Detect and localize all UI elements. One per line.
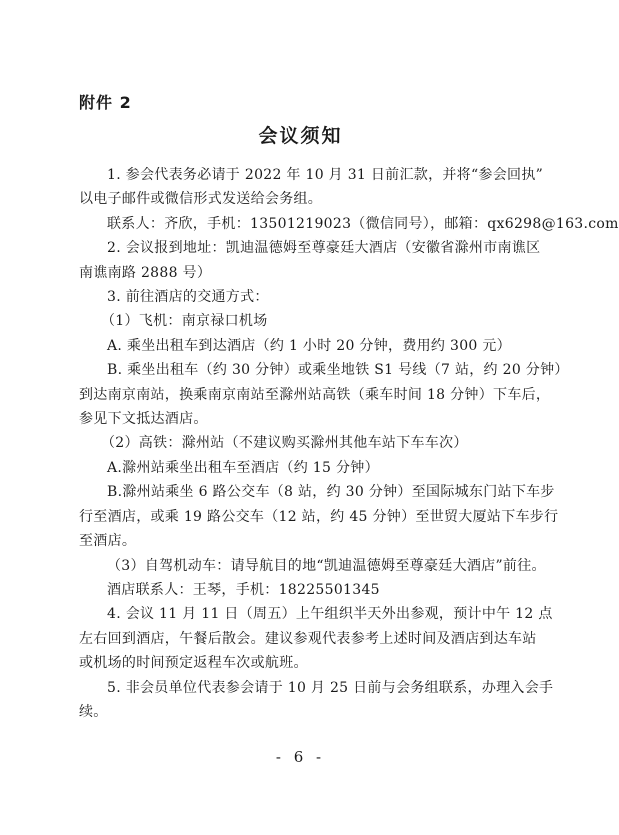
paragraph-line: （2）高铁：滁州站（不建议购买滁州其他车站下车车次） [101, 435, 468, 452]
page-title: 会议须知 [258, 125, 343, 147]
paragraph-line: 酒店联系人：王琴，手机：18225501345 [107, 581, 380, 598]
attachment-label: 附件 2 [79, 93, 132, 112]
paragraph-line: 南谯南路 2888 号） [79, 264, 212, 281]
paragraph-line: 以电子邮件或微信形式发送给会务组。 [79, 191, 323, 208]
paragraph-line: A. 乘坐出租车到达酒店（约 1 小时 20 分钟，费用约 300 元） [107, 337, 511, 354]
paragraph-line: 左右回到酒店，午餐后散会。建议参观代表参考上述时间及酒店到达车站 [79, 630, 537, 647]
paragraph-line: 续。 [79, 703, 108, 720]
paragraph-line: 5. 非会员单位代表参会请于 10 月 25 日前与会务组联系，办理入会手 [107, 679, 554, 696]
paragraph-line: 或机场的时间预定返程车次或航班。 [79, 655, 308, 672]
paragraph-line: 2. 会议报到地址：凯迪温德姆至尊豪廷大酒店（安徽省滁州市南谯区 [107, 240, 541, 257]
paragraph-line: 4. 会议 11 月 11 日（周五）上午组织半天外出参观，预计中午 12 点 [107, 606, 553, 623]
paragraph-line: 3. 前往酒店的交通方式： [107, 289, 269, 306]
paragraph-line: 1. 参会代表务必请于 2022 年 10 月 31 日前汇款，并将“参会回执” [107, 167, 544, 183]
page-number: - 6 - [275, 748, 326, 766]
paragraph-line: A.滁州站乘坐出租车至酒店（约 15 分钟） [107, 459, 379, 476]
notice-body [79, 163, 619, 724]
paragraph-line: 至酒店。 [79, 533, 137, 550]
paragraph-line: B. 乘坐出租车（约 30 分钟）或乘坐地铁 S1 号线（7 站，约 20 分钟） [107, 362, 569, 379]
paragraph-line: （3）自驾机动车：请导航目的地“凯迪温德姆至尊豪廷大酒店”前往。 [107, 557, 546, 574]
paragraph-line: （1）飞机：南京禄口机场 [101, 313, 268, 330]
paragraph-line: 参见下文抵达酒店。 [79, 411, 208, 428]
paragraph-line: 行至酒店，或乘 19 路公交车（12 站，约 45 分钟）至世贸大厦站下车步行 [79, 508, 559, 525]
paragraph-line: 到达南京南站，换乘南京南站至滁州站高铁（乘车时间 18 分钟）下车后， [79, 386, 551, 403]
paragraph-line: B.滁州站乘坐 6 路公交车（8 站，约 30 分钟）至国际城东门站下车步 [107, 484, 555, 501]
paragraph-line: 联系人：齐欣，手机：13501219023（微信同号），邮箱：qx6298@163.com [107, 215, 619, 232]
